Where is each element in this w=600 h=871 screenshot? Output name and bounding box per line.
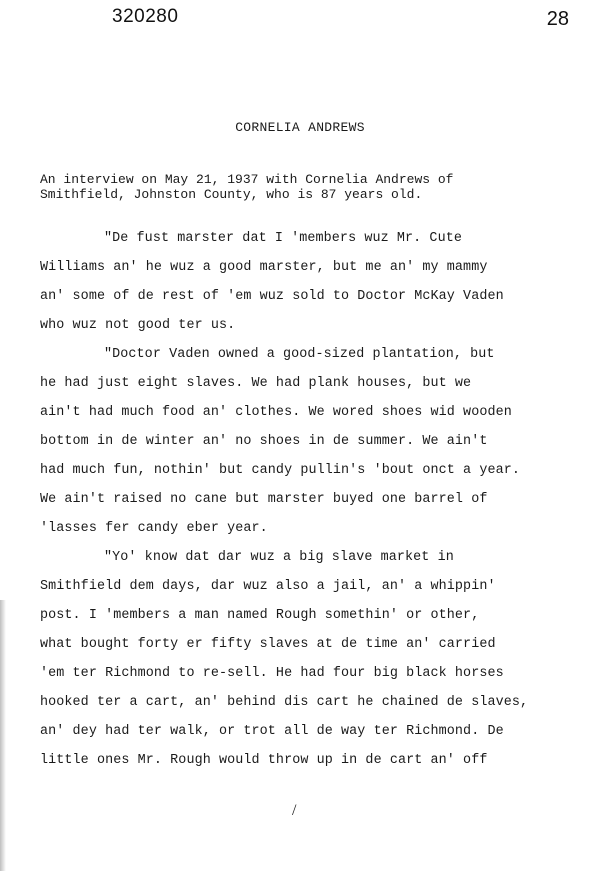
- scan-shadow: [0, 600, 6, 871]
- body-line: 'lasses fer candy eber year.: [40, 521, 268, 536]
- body-line: little ones Mr. Rough would throw up in de cart an' off: [40, 753, 488, 768]
- body-line: post. I 'members a man named Rough somethin' or other,: [40, 608, 480, 623]
- document-title: CORNELIA ANDREWS: [235, 120, 365, 135]
- body-line: "De fust marster dat I 'members wuz Mr. Cute: [104, 231, 462, 246]
- page-number: 28: [546, 8, 569, 30]
- body-line: bottom in de winter an' no shoes in de summer. We ain't: [40, 434, 488, 449]
- body-line: what bought forty er fifty slaves at de time an' carried: [40, 637, 496, 652]
- body-line: We ain't raised no cane but marster buyed one barrel of: [40, 492, 488, 507]
- body-line: "Doctor Vaden owned a good-sized plantation, but: [104, 347, 495, 362]
- body-line: an' some of de rest of 'em wuz sold to Doctor McKay Vaden: [40, 289, 504, 304]
- body-line: he had just eight slaves. We had plank houses, but we: [40, 376, 472, 391]
- body-line: had much fun, nothin' but candy pullin's 'bout onct a year.: [40, 463, 521, 478]
- intro-line: Smithfield, Johnston County, who is 87 years old.: [40, 187, 423, 202]
- body-line: who wuz not good ter us.: [40, 318, 236, 333]
- body-line: ain't had much food an' clothes. We wored shoes wid wooden: [40, 405, 512, 420]
- body-line: hooked ter a cart, an' behind dis cart he chained de slaves,: [40, 695, 529, 710]
- document-number: 320280: [112, 6, 179, 27]
- body-line: an' dey had ter walk, or trot all de way ter Richmond. De: [40, 724, 504, 739]
- body-line: Smithfield dem days, dar wuz also a jail, an' a whippin': [40, 579, 496, 594]
- body-line: "Yo' know dat dar wuz a big slave market in: [104, 550, 454, 565]
- footer-mark: /: [292, 802, 297, 819]
- intro-line: An interview on May 21, 1937 with Cornelia Andrews of: [40, 172, 454, 187]
- body-line: 'em ter Richmond to re-sell. He had four big black horses: [40, 666, 504, 681]
- intro-paragraph: [40, 172, 560, 202]
- body-line: Williams an' he wuz a good marster, but me an' my mammy: [40, 260, 488, 275]
